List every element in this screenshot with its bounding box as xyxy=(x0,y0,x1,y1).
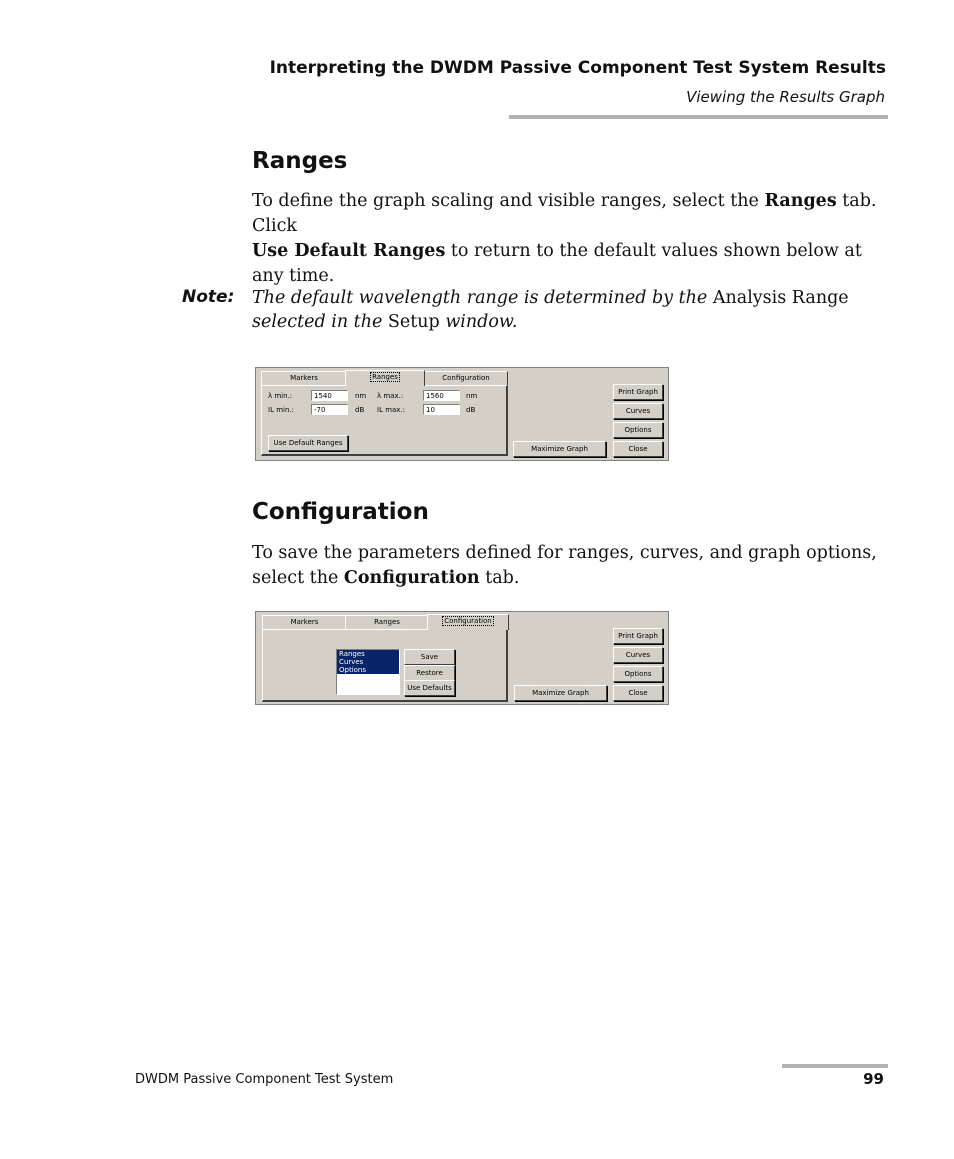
il-max-unit: dB xyxy=(466,406,476,414)
save-button[interactable]: Save xyxy=(404,649,455,665)
curves-button[interactable]: Curves xyxy=(613,647,663,663)
footer-rule xyxy=(782,1064,888,1068)
header-rule xyxy=(509,115,888,119)
footer-title: DWDM Passive Component Test System xyxy=(135,1072,394,1087)
lambda-min-field[interactable]: 1540 xyxy=(311,390,348,401)
ranges-paragraph: To define the graph scaling and visible ranges, select the Ranges tab. Click Use Default Ranges to return to the default values shown below at any time. xyxy=(252,191,877,286)
tab-markers[interactable]: Markers xyxy=(262,615,347,629)
restore-button[interactable]: Restore xyxy=(404,665,455,681)
note-label: Note: xyxy=(182,287,235,307)
tab-configuration[interactable]: Configuration xyxy=(424,371,508,385)
lambda-max-field[interactable]: 1560 xyxy=(423,390,460,401)
config-listbox[interactable] xyxy=(336,649,400,695)
note-text: The default wavelength range is determined by the Analysis Range selected in the Setup window. xyxy=(252,288,849,332)
il-min-field[interactable]: -70 xyxy=(311,404,348,415)
list-item-options[interactable]: Options xyxy=(337,666,399,674)
close-button[interactable]: Close xyxy=(613,441,663,457)
running-header-title: Interpreting the DWDM Passive Component Test System Results xyxy=(269,58,886,78)
curves-button[interactable]: Curves xyxy=(613,403,663,419)
tab-markers[interactable]: Markers xyxy=(261,371,347,385)
configuration-dialog xyxy=(255,611,669,705)
lambda-max-unit: nm xyxy=(466,392,478,400)
maximize-graph-button[interactable]: Maximize Graph xyxy=(514,685,607,701)
il-max-field[interactable]: 10 xyxy=(423,404,460,415)
page-number: 99 xyxy=(863,1070,884,1088)
print-graph-button[interactable]: Print Graph xyxy=(613,628,663,644)
il-min-unit: dB xyxy=(355,406,365,414)
tab-configuration[interactable]: Configuration xyxy=(427,614,509,630)
options-button[interactable]: Options xyxy=(613,422,663,438)
lambda-min-label: λ min.: xyxy=(268,392,293,400)
il-max-label: IL max.: xyxy=(377,406,406,414)
use-defaults-button[interactable]: Use Defaults xyxy=(404,680,455,696)
options-button[interactable]: Options xyxy=(613,666,663,682)
list-item-curves[interactable]: Curves xyxy=(337,658,399,666)
lambda-min-unit: nm xyxy=(355,392,367,400)
il-min-label: IL min.: xyxy=(268,406,294,414)
ranges-dialog xyxy=(255,367,669,461)
use-default-ranges-button[interactable]: Use Default Ranges xyxy=(268,435,348,451)
configuration-paragraph: To save the parameters defined for ranges, curves, and graph options, select the Configuration tab. xyxy=(252,543,877,588)
tab-ranges[interactable]: Ranges xyxy=(345,615,429,629)
configuration-heading: Configuration xyxy=(252,499,429,525)
lambda-max-label: λ max.: xyxy=(377,392,404,400)
running-header-subtitle: Viewing the Results Graph xyxy=(686,88,885,106)
list-item-ranges[interactable]: Ranges xyxy=(337,650,399,658)
ranges-heading: Ranges xyxy=(252,148,348,174)
maximize-graph-button[interactable]: Maximize Graph xyxy=(513,441,606,457)
print-graph-button[interactable]: Print Graph xyxy=(613,384,663,400)
close-button[interactable]: Close xyxy=(613,685,663,701)
tab-ranges[interactable]: Ranges xyxy=(345,370,425,386)
